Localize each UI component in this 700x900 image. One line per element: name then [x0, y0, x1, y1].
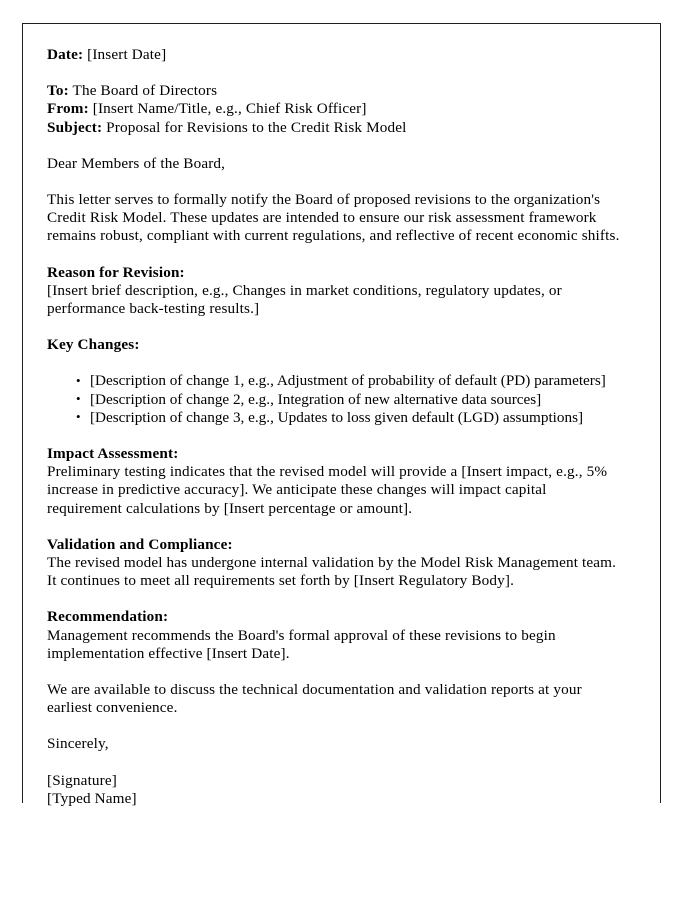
spacer-after-signoff: [47, 754, 625, 772]
subject-label: Subject:: [47, 118, 103, 136]
closing-paragraph: We are available to discuss the technical documentation and validation reports at your earliest convenience.: [47, 681, 582, 717]
spacer-after-closing: [47, 717, 625, 735]
intro-paragraph: This letter serves to formally notify the Board of proposed revisions to the organization's Credit Risk Model. These updates are intended to ensure our risk assessment framework remains robust, compliant with current regulations, and reflective of recent economic shifts.: [47, 191, 620, 245]
list-item: • [Description of change 2, e.g., Integration of new alternative data sources]: [76, 391, 625, 409]
list-item: • [Description of change 3, e.g., Updates to loss given default (LGD) assumptions]: [76, 409, 625, 427]
key-changes-list: [47, 372, 625, 427]
spacer-after-validation: [47, 590, 625, 608]
section-heading-reason: Reason for Revision:: [47, 263, 185, 281]
section-body-impact: Preliminary testing indicates that the revised model will provide a [Insert impact, e.g., 5% increase in predictive accuracy]. We anticipate these changes will impact capital requirement calculations by [Insert percentage or amount].: [47, 463, 608, 517]
to-label: To:: [47, 82, 69, 100]
section-body-recommendation: Management recommends the Board's formal approval of these revisions to begin implementation effective [Insert Date].: [47, 626, 556, 662]
section-body-reason: [Insert brief description, e.g., Changes in market conditions, regulatory updates, or performance back-testing results.]: [47, 281, 562, 318]
sign-off: Sincerely,: [47, 735, 109, 753]
letter-body: [47, 46, 625, 808]
to-line: [47, 82, 625, 100]
section-heading-recommendation: Recommendation:: [47, 608, 169, 626]
section-heading-key-changes: Key Changes:: [47, 336, 140, 354]
signature-placeholder: [Signature]: [47, 771, 117, 789]
to-value: The Board of Directors: [72, 82, 218, 100]
salutation: Dear Members of the Board,: [47, 154, 226, 172]
spacer-after-recommendation: [47, 663, 625, 681]
from-line: [47, 100, 625, 118]
document-page: [22, 23, 661, 807]
from-label: From:: [47, 100, 89, 118]
spacer-after-header: [47, 137, 625, 155]
spacer-after-intro: [47, 246, 625, 264]
spacer-before-bullets: [47, 354, 625, 372]
subject-value: Proposal for Revisions to the Credit Risk Model: [106, 118, 407, 136]
date-value: [Insert Date]: [87, 46, 167, 63]
subject-line: [47, 119, 625, 137]
spacer-after-date: [47, 64, 625, 82]
section-heading-impact: Impact Assessment:: [47, 445, 179, 463]
date-line: [47, 46, 625, 64]
section-heading-validation: Validation and Compliance:: [47, 535, 233, 553]
typed-name-placeholder: [Typed Name]: [47, 789, 137, 807]
spacer-after-reason: [47, 318, 625, 336]
date-label: Date:: [47, 46, 84, 63]
list-item: • [Description of change 1, e.g., Adjustment of probability of default (PD) parameters]: [76, 372, 625, 390]
spacer-after-impact: [47, 518, 625, 536]
spacer-after-salutation: [47, 173, 625, 191]
from-value: [Insert Name/Title, e.g., Chief Risk Officer]: [92, 100, 367, 118]
section-body-validation: The revised model has undergone internal validation by the Model Risk Management team. It continues to meet all requirements set forth by [Insert Regulatory Body].: [47, 554, 617, 590]
spacer-after-bullets: [47, 427, 625, 445]
